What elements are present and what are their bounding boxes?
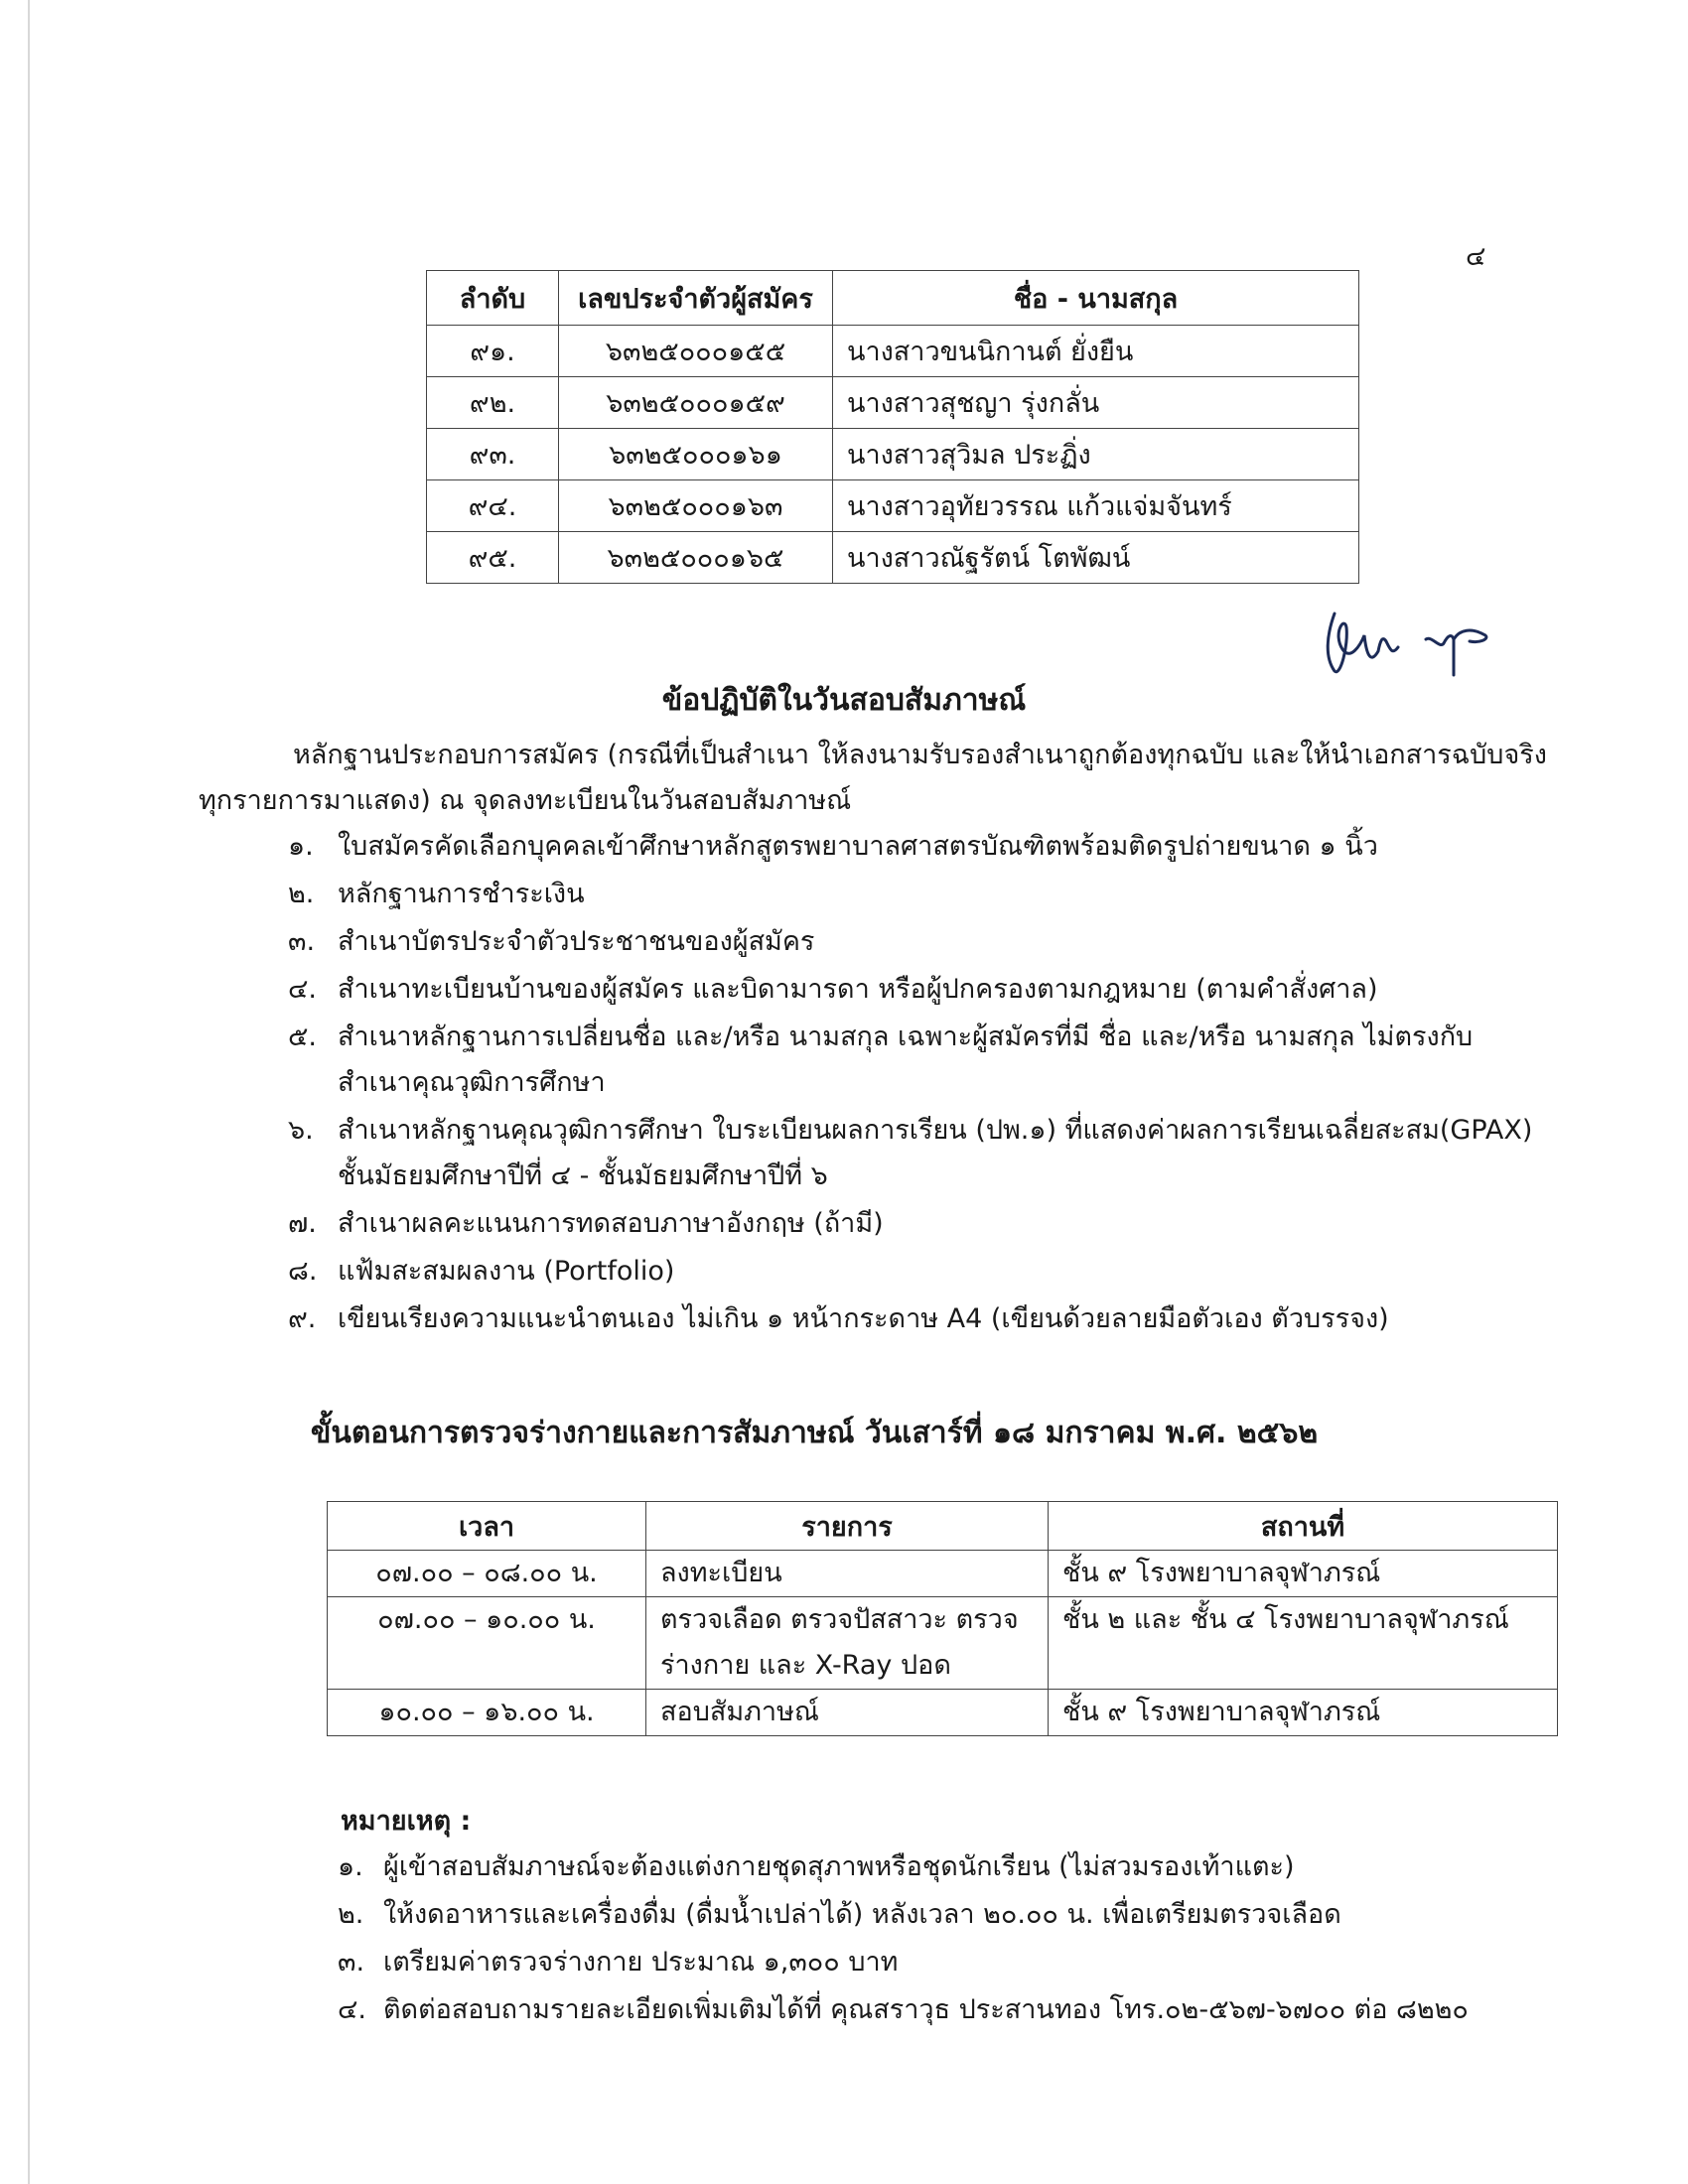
item-text: ติดต่อสอบถามรายละเอียดเพิ่มเติมได้ที่ คุณสราวุธ ประสานทอง โทร.๐๒-๕๖๗-๖๗๐๐ ต่อ ๘๒๒๐ xyxy=(383,1994,1469,2025)
item-text: สำเนาทะเบียนบ้านของผู้สมัคร และบิดามารดา หรือผู้ปกครองตามกฎหมาย (ตามคำสั่งศาล) xyxy=(338,974,1378,1005)
item-number: ๖. xyxy=(288,1115,314,1146)
list-item xyxy=(288,967,1549,1013)
cell-item: สอบสัมภาษณ์ xyxy=(646,1690,1049,1736)
item-text: สำเนาบัตรประจำตัวประชาชนของผู้สมัคร xyxy=(338,926,815,957)
cell-time: ๑๐.๐๐ – ๑๖.๐๐ น. xyxy=(328,1690,646,1736)
cell-applicant-id: ๖๓๒๕๐๐๐๑๖๓ xyxy=(559,480,833,532)
item-number: ๔. xyxy=(288,974,318,1005)
list-item xyxy=(338,1892,1559,1938)
cell-no: ๙๕. xyxy=(427,532,559,584)
section-title-schedule: ขั้นตอนการตรวจร่างกายและการสัมภาษณ์ วันเสาร์ที่ ๑๘ มกราคม พ.ศ. ๒๕๖๒ xyxy=(310,1416,1319,1450)
section-title-interview-rules: ข้อปฏิบัติในวันสอบสัมภาษณ์ xyxy=(661,683,1027,718)
cell-place: ชั้น ๙ โรงพยาบาลจุฬาภรณ์ xyxy=(1049,1551,1558,1597)
list-item xyxy=(288,1015,1549,1106)
item-number: ๗. xyxy=(288,1208,317,1239)
item-number: ๔. xyxy=(338,1994,367,2025)
item-number: ๒. xyxy=(288,879,315,909)
item-number: ๙. xyxy=(288,1303,317,1334)
table-row xyxy=(427,480,1359,532)
table-row xyxy=(328,1597,1558,1690)
item-text: ให้งดอาหารและเครื่องดื่ม (ดื่มน้ำเปล่าได้) หลังเวลา ๒๐.๐๐ น. เพื่อเตรียมตรวจเลือด xyxy=(383,1899,1341,1930)
cell-no: ๙๑. xyxy=(427,326,559,377)
applicants-table xyxy=(426,270,1359,584)
table-row xyxy=(427,532,1359,584)
item-number: ๓. xyxy=(288,926,316,957)
cell-time: ๐๗.๐๐ – ๐๘.๐๐ น. xyxy=(328,1551,646,1597)
header-place: สถานที่ xyxy=(1049,1502,1558,1551)
cell-place: ชั้น ๒ และ ชั้น ๔ โรงพยาบาลจุฬาภรณ์ xyxy=(1049,1597,1558,1690)
item-text: ผู้เข้าสอบสัมภาษณ์จะต้องแต่งกายชุดสุภาพหรือชุดนักเรียน (ไม่สวมรองเท้าแตะ) xyxy=(383,1851,1295,1882)
item-text: เตรียมค่าตรวจร่างกาย ประมาณ ๑,๓๐๐ บาท xyxy=(383,1947,899,1978)
list-item xyxy=(338,1940,1559,1985)
table-row xyxy=(427,377,1359,429)
item-text: แฟ้มสะสมผลงาน (Portfolio) xyxy=(338,1256,675,1287)
page-number: ๔ xyxy=(1466,241,1486,272)
list-item xyxy=(288,872,1549,917)
notes-list xyxy=(338,1844,1559,2035)
cell-name: นางสาวอุทัยวรรณ แก้วแจ่มจันทร์ xyxy=(833,480,1359,532)
cell-name: นางสาวสุชญา รุ่งกลั่น xyxy=(833,377,1359,429)
header-name: ชื่อ - นามสกุล xyxy=(833,271,1359,326)
cell-no: ๙๒. xyxy=(427,377,559,429)
notes-title: หมายเหตุ : xyxy=(341,1806,472,1837)
item-number: ๒. xyxy=(338,1899,364,1930)
cell-item: ตรวจเลือด ตรวจปัสสาวะ ตรวจร่างกาย และ X-Ray ปอด xyxy=(646,1597,1049,1690)
cell-item: ลงทะเบียน xyxy=(646,1551,1049,1597)
item-text: สำเนาหลักฐานการเปลี่ยนชื่อ และ/หรือ นามสกุล เฉพาะผู้สมัครที่มี ชื่อ และ/หรือ นามสกุล ไม่ตรงกับ สำเนาคุณวุฒิการศึกษา xyxy=(338,1022,1474,1098)
header-item: รายการ xyxy=(646,1502,1049,1551)
cell-name: นางสาวสุวิมล ประฏิ่ง xyxy=(833,429,1359,480)
item-text: หลักฐานการชำระเงิน xyxy=(338,879,585,909)
header-time: เวลา xyxy=(328,1502,646,1551)
list-item xyxy=(288,1201,1549,1247)
item-number: ๑. xyxy=(288,831,314,862)
table-row xyxy=(328,1690,1558,1736)
table-row xyxy=(328,1551,1558,1597)
list-item xyxy=(288,919,1549,965)
table-row xyxy=(427,326,1359,377)
item-text: เขียนเรียงความแนะนำตนเอง ไม่เกิน ๑ หน้ากระดาษ A4 (เขียนด้วยลายมือตัวเอง ตัวบรรจง) xyxy=(338,1303,1389,1334)
list-item xyxy=(288,824,1549,870)
item-text: สำเนาผลคะแนนการทดสอบภาษาอังกฤษ (ถ้ามี) xyxy=(338,1208,884,1239)
list-item xyxy=(288,1249,1549,1295)
cell-applicant-id: ๖๓๒๕๐๐๐๑๕๕ xyxy=(559,326,833,377)
cell-applicant-id: ๖๓๒๕๐๐๐๑๖๑ xyxy=(559,429,833,480)
header-applicant-id: เลขประจำตัวผู้สมัคร xyxy=(559,271,833,326)
list-item xyxy=(288,1297,1549,1342)
item-number: ๕. xyxy=(288,1022,318,1052)
table-row xyxy=(427,429,1359,480)
item-number: ๓. xyxy=(338,1947,365,1978)
item-number: ๘. xyxy=(288,1256,318,1287)
intro-paragraph: หลักฐานประกอบการสมัคร (กรณีที่เป็นสำเนา ให้ลงนามรับรองสำเนาถูกต้องทุกฉบับ และให้นำเอกสารฉบับจริง ทุกรายการมาแสดง) ณ จุดลงทะเบียนในวันสอบสัมภาษณ์ xyxy=(199,740,1547,816)
scan-edge-line xyxy=(28,0,30,2184)
header-no: ลำดับ xyxy=(427,271,559,326)
table-header-row xyxy=(328,1502,1558,1551)
cell-applicant-id: ๖๓๒๕๐๐๐๑๕๙ xyxy=(559,377,833,429)
list-item xyxy=(288,1108,1549,1199)
cell-time: ๐๗.๐๐ – ๑๐.๐๐ น. xyxy=(328,1597,646,1690)
list-item xyxy=(338,1987,1559,2033)
cell-place: ชั้น ๙ โรงพยาบาลจุฬาภรณ์ xyxy=(1049,1690,1558,1736)
schedule-table xyxy=(327,1501,1558,1736)
item-text: สำเนาหลักฐานคุณวุฒิการศึกษา ใบระเบียนผลการเรียน (ปพ.๑) ที่แสดงค่าผลการเรียนเฉลี่ยสะสม(GPAX) ชั้นมัธยมศึกษาปีที่ ๔ - ชั้นมัธยมศึกษาปีที่ ๖ xyxy=(338,1115,1533,1191)
cell-name: นางสาวขนนิกานต์ ยั่งยืน xyxy=(833,326,1359,377)
list-item xyxy=(338,1844,1559,1890)
handwritten-signature xyxy=(1321,606,1499,685)
item-number: ๑. xyxy=(338,1851,363,1882)
item-text: ใบสมัครคัดเลือกบุคคลเข้าศึกษาหลักสูตรพยาบาลศาสตรบัณฑิตพร้อมติดรูปถ่ายขนาด ๑ นิ้ว xyxy=(338,831,1378,862)
cell-no: ๙๓. xyxy=(427,429,559,480)
cell-name: นางสาวณัฐรัตน์ โตพัฒน์ xyxy=(833,532,1359,584)
cell-applicant-id: ๖๓๒๕๐๐๐๑๖๕ xyxy=(559,532,833,584)
cell-no: ๙๔. xyxy=(427,480,559,532)
table-header-row xyxy=(427,271,1359,326)
document-requirements-list xyxy=(288,824,1549,1344)
